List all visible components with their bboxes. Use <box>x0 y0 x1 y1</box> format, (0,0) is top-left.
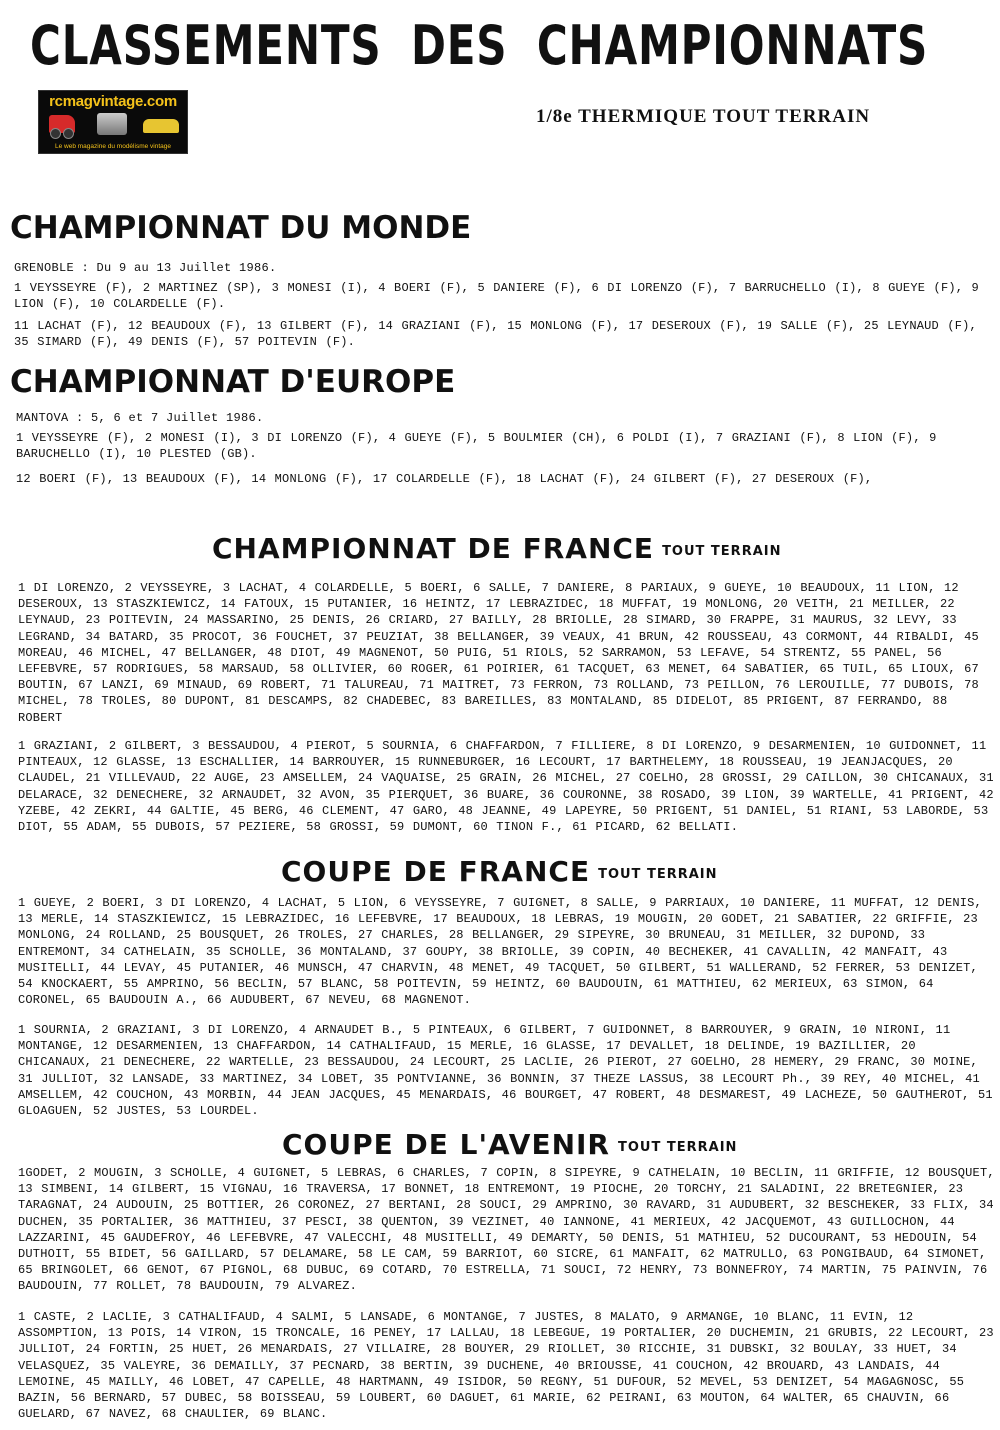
europe-results-others: 12 BOERI (F), 13 BEAUDOUX (F), 14 MONLONG (F), 17 COLARDELLE (F), 18 LACHAT (F), 24 GILBERT (F), 27 DESEROUX (F), <box>16 472 873 486</box>
buggy-icon <box>49 115 75 133</box>
coupe-france-heading <box>281 855 718 888</box>
site-logo[interactable] <box>38 90 188 154</box>
france-championship-suffix: TOUT TERRAIN <box>662 544 782 559</box>
coupe-france-title: COUPE DE FRANCE <box>281 855 591 888</box>
france-championship-title: CHAMPIONNAT DE FRANCE <box>212 532 655 565</box>
france-results-class1: 1 DI LORENZO, 2 VEYSSEYRE, 3 LACHAT, 4 COLARDELLE, 5 BOERI, 6 SALLE, 7 DANIERE, 8 PARIAUX, 9 GUEYE, 10 BEAUDOUX, 11 LION, 12 DESEROUX, 13 STASZKIEWICZ, 14 FATOUX, 15 PUTANIER, 16 HEINTZ, 17 LEBRAZIDEC, 18 MUFFAT, 19 MONLONG, 20 VEITH, 21 MEILLER, 22 LEYNAUD, 23 POITEVIN, 24 MASSARINO, 25 DENIS, 26 CRIARD, 27 BAILLY, 28 BRIOLLE, 28 SIMARD, 30 FRAPPE, 31 MAURUS, 32 LEVY, 33 LEGRAND, 34 BATARD, 35 PROCOT, 36 FOUCHET, 37 PEUZIAT, 38 BELLANGER, 39 VEAUX, 41 BRUN, 42 ROUSSEAU, 43 CORMONT, 44 RIBALDI, 45 MOREAU, 46 MICHEL, 47 BELLANGER, 48 DIOT, 49 MAGNENOT, 50 PUIG, 51 RIOLS, 52 SARRAMON, 53 LEFAVE, 54 STRENTZ, 55 PANEL, 56 LEFEBVRE, 57 RODRIGUES, 58 MARSAUD, 58 OLLIVIER, 60 ROGER, 61 POIRIER, 61 TACQUET, 63 MENET, 64 SABATIER, 65 TUIL, 65 LIOUX, 67 BOUTIN, 67 LANZI, 69 MINAUD, 69 ROBERT, 71 TALUREAU, 71 MAITRET, 73 FERRON, 73 ROLLAND, 73 PEILLON, 76 LEROUILLE, 77 DUBOIS, 78 MICHEL, 78 TROLES, 80 DUPONT, 81 DESCAMPS, 82 CHADEBEC, 83 BAREILLES, 83 MONTALAND, 85 DIDELOT, 85 PRIGENT, 87 FERRANDO, 88 ROBERT <box>18 581 979 725</box>
world-results-top10: 1 VEYSSEYRE (F), 2 MARTINEZ (SP), 3 MONESI (I), 4 BOERI (F), 5 DANIERE (F), 6 DI LORENZO (F), 7 BARRUCHELLO (I), 8 GUEYE (F), 9 LION (F), 10 COLARDELLE (F). <box>14 281 979 312</box>
coupe-france-suffix: TOUT TERRAIN <box>598 867 718 882</box>
kart-icon <box>143 119 179 133</box>
category-subtitle: 1/8e THERMIQUE TOUT TERRAIN <box>536 106 871 127</box>
coupe-france-results-class2: 1 SOURNIA, 2 GRAZIANI, 3 DI LORENZO, 4 ARNAUDET B., 5 PINTEAUX, 6 GILBERT, 7 GUIDONNET, 8 BARROUYER, 9 GRAIN, 10 NIRONI, 11 MONTANGE, 12 DESARMENIEN, 13 CHAFFARDON, 14 CATHALIFAUD, 15 MERLE, 16 GLASSE, 17 DEVALLET, 18 DELINDE, 19 BAZILLIER, 20 CHICANAUX, 21 DENECHERE, 22 WARTELLE, 23 BESSAUDOU, 24 LECOURT, 25 LACLIE, 26 PIEROT, 27 GOELHO, 28 HEMERY, 29 FRANC, 30 MOINE, 31 JULLIOT, 32 LANSADE, 33 MARTINEZ, 34 LOBET, 35 PONTVIANNE, 36 BONNIN, 37 THEZE LASSUS, 38 LECOURT Ph., 39 REY, 40 MICHEL, 41 AMSELLEM, 42 COUCHON, 43 MORBIN, 44 JEAN JACQUES, 45 MENARDAIS, 46 BOURGET, 47 ROBERT, 48 DESMAREST, 49 LACHEZE, 50 GAUTHEROT, 51 GLOAGUEN, 52 JUSTES, 53 LOURDEL. <box>18 1023 993 1119</box>
logo-site-name: rcmagvintage.com <box>49 93 177 110</box>
europe-results-top10: 1 VEYSSEYRE (F), 2 MONESI (I), 3 DI LORENZO (F), 4 GUEYE (F), 5 BOULMIER (CH), 6 POLDI (I), 7 GRAZIANI (F), 8 LION (F), 9 BARUCHELLO (I), 10 PLESTED (GB). <box>16 431 937 462</box>
coupe-avenir-results-class2: 1 CASTE, 2 LACLIE, 3 CATHALIFAUD, 4 SALMI, 5 LANSADE, 6 MONTANGE, 7 JUSTES, 8 MALATO, 9 ARMANGE, 10 BLANC, 11 EVIN, 12 ASSOMPTION, 13 POIS, 14 VIRON, 15 TRONCALE, 16 PENEY, 17 LALLAU, 18 LEBEGUE, 19 PORTALIER, 20 DUCHEMIN, 21 GRUBIS, 22 LECOURT, 23 JULLIOT, 24 FORTIN, 25 HUET, 26 MENARDAIS, 27 VILLAIRE, 28 BOUYER, 29 RIOLLET, 30 RICCHIE, 31 DUBSKI, 32 BOULAY, 33 HUET, 34 VELASQUEZ, 35 VALEYRE, 36 DEMAILLY, 37 PECNARD, 38 BERTIN, 39 DUCHENE, 40 BRIOUSSE, 41 COUCHON, 42 BROUARD, 43 LANDAIS, 44 LEMOINE, 45 MAILLY, 46 LOBET, 47 CAPELLE, 48 HARTMANN, 49 ISIDOR, 50 REGNY, 51 DUFOUR, 52 MEVEL, 53 DENIZET, 54 MAGAGNOSC, 55 BAZIN, 56 BERNARD, 57 DUBEC, 58 BOISSEAU, 59 LOUBERT, 60 DAGUET, 61 MARIE, 62 PEIRANI, 63 MOUTON, 64 WALTER, 65 CHAUVIN, 66 GUELARD, 67 NAVEZ, 68 CHAULIER, 69 BLANC. <box>18 1310 994 1422</box>
france-championship-heading <box>212 532 781 565</box>
france-results-class2: 1 GRAZIANI, 2 GILBERT, 3 BESSAUDOU, 4 PIEROT, 5 SOURNIA, 6 CHAFFARDON, 7 FILLIERE, 8 DI LORENZO, 9 DESARMENIEN, 10 GUIDONNET, 11 PINTEAUX, 12 GLASSE, 13 ESCHALLIER, 14 BARROUYER, 15 RUNNEBURGER, 16 LECOURT, 17 BARTHELEMY, 18 ROUSSEAU, 19 JEANJACQUES, 20 CLAUDEL, 21 VILLEVAUD, 22 AUGE, 23 AMSELLEM, 24 VAQUAISE, 25 GRAIN, 26 MICHEL, 27 COELHO, 28 GROSSI, 29 CAILLON, 30 CHICANAUX, 31 DELARACE, 32 DENECHERE, 32 ARNAUDET, 32 AVON, 35 PIERQUET, 36 BUARE, 36 COURONNE, 38 ROSADO, 39 LION, 39 WARTELLE, 41 PRIGENT, 42 YZEBE, 42 ZEKRI, 44 GALTIE, 45 BERG, 46 CLEMENT, 47 GARO, 48 JEANNE, 49 LAPEYRE, 50 PRIGENT, 51 DANIEL, 51 RIANI, 53 LABORDE, 53 DIOT, 55 ADAM, 55 DUBOIS, 57 PEZIERE, 58 GROSSI, 59 DUMONT, 60 TINON F., 61 PICARD, 62 BELLATI. <box>18 739 994 835</box>
world-championship-heading: CHAMPIONNAT DU MONDE <box>10 210 472 246</box>
coupe-france-results-class1: 1 GUEYE, 2 BOERI, 3 DI LORENZO, 4 LACHAT, 5 LION, 6 VEYSSEYRE, 7 GUIGNET, 8 SALLE, 9 PARRIAUX, 10 DANIERE, 11 MUFFAT, 12 DENIS, 13 MERLE, 14 STASZKIEWICZ, 15 LEBRAZIDEC, 16 LEFEBVRE, 17 BEAUDOUX, 18 LEBRAS, 19 MOUGIN, 20 GODET, 21 SABATIER, 22 GRIFFIE, 23 MONLONG, 24 ROLLAND, 25 BOUSQUET, 26 TROLES, 27 CHARLES, 28 BELLANGER, 29 SIPEYRE, 30 BRUNEAU, 31 MEILLER, 32 DUPOND, 33 ENTREMONT, 34 CATHELAIN, 35 SCHOLLE, 36 MONTALAND, 37 GOUPY, 38 BRIOLLE, 39 COPIN, 40 BECHEKER, 41 CAVALLIN, 42 MANFAIT, 43 MUSITELLI, 44 LEVAY, 45 PUTANIER, 46 MUNSCH, 47 CHARVIN, 48 MENET, 49 TACQUET, 50 GILBERT, 51 WALLERAND, 52 FERRER, 53 DENIZET, 54 KNOCKAERT, 55 AMPRINO, 56 BECLIN, 57 BLANC, 58 POITEVIN, 59 HEINTZ, 60 BAUDOUIN, 61 MATTHIEU, 62 MERIEUX, 63 SIMON, 64 CORONEL, 65 BAUDOUIN A., 66 AUDUBERT, 67 NEVEU, 68 MAGNENOT. <box>18 896 982 1008</box>
engine-icon <box>97 113 127 135</box>
page-title: CLASSEMENTS DES CHAMPIONNATS <box>30 14 929 77</box>
coupe-avenir-title: COUPE DE L'AVENIR <box>282 1128 610 1161</box>
europe-event-info: MANTOVA : 5, 6 et 7 Juillet 1986. <box>16 411 264 425</box>
coupe-avenir-results-class1: 1GODET, 2 MOUGIN, 3 SCHOLLE, 4 GUIGNET, 5 LEBRAS, 6 CHARLES, 7 COPIN, 8 SIPEYRE, 9 CATHELAIN, 10 BECLIN, 11 GRIFFIE, 12 BOUSQUET, 13 SIMBENI, 14 GILBERT, 15 VIGNAU, 16 TRAVERSA, 17 BONNET, 18 ENTREMONT, 19 PIOCHE, 20 TORCHY, 21 SALADINI, 22 BRETEGNIER, 23 TARAGNAT, 24 AUDOUIN, 25 BOTTIER, 26 CORONEZ, 27 BERTANI, 28 SOUCI, 29 AMPRINO, 30 RAVARD, 31 AUDUBERT, 32 BESCHEKER, 33 FLIX, 34 DUCHEN, 35 PORTALIER, 36 MATTHIEU, 37 PESCI, 38 QUENTON, 39 VEZINET, 40 IANNONE, 41 MERIEUX, 42 JACQUEMOT, 43 GUILLOCHON, 44 LAZZARINI, 45 GAUDEFROY, 46 LEFEBVRE, 47 VALECCHI, 48 MUSITELLI, 49 DEMARTY, 50 DENIS, 51 MATHIEU, 52 DUCOURANT, 53 HEDOUIN, 54 DUTHOIT, 55 BIDET, 56 GAILLARD, 57 DELAMARE, 58 LE CAM, 59 BARRIOT, 60 SICRE, 61 MANFAIT, 62 MATRULLO, 63 PONGIBAUD, 64 SIMONET, 65 BRINGOLET, 66 GENOT, 67 PIGNOL, 68 DUBUC, 69 COTARD, 70 ESTRELLA, 71 SOUCI, 72 HENRY, 73 BONNEFROY, 74 MARTIN, 75 PAINVIN, 76 BAUDOUIN, 77 ROLLET, 78 BAUDOUIN, 79 ALVAREZ. <box>18 1166 995 1294</box>
world-event-info: GRENOBLE : Du 9 au 13 Juillet 1986. <box>14 261 277 275</box>
world-results-others: 11 LACHAT (F), 12 BEAUDOUX (F), 13 GILBERT (F), 14 GRAZIANI (F), 15 MONLONG (F), 17 DESEROUX (F), 19 SALLE (F), 25 LEYNAUD (F), 35 SIMARD (F), 49 DENIS (F), 57 POITEVIN (F). <box>14 319 977 350</box>
logo-tagline: Le web magazine du modélisme vintage <box>55 143 171 150</box>
coupe-avenir-heading <box>282 1128 737 1161</box>
coupe-avenir-suffix: TOUT TERRAIN <box>618 1140 738 1155</box>
europe-championship-heading: CHAMPIONNAT D'EUROPE <box>10 364 456 400</box>
